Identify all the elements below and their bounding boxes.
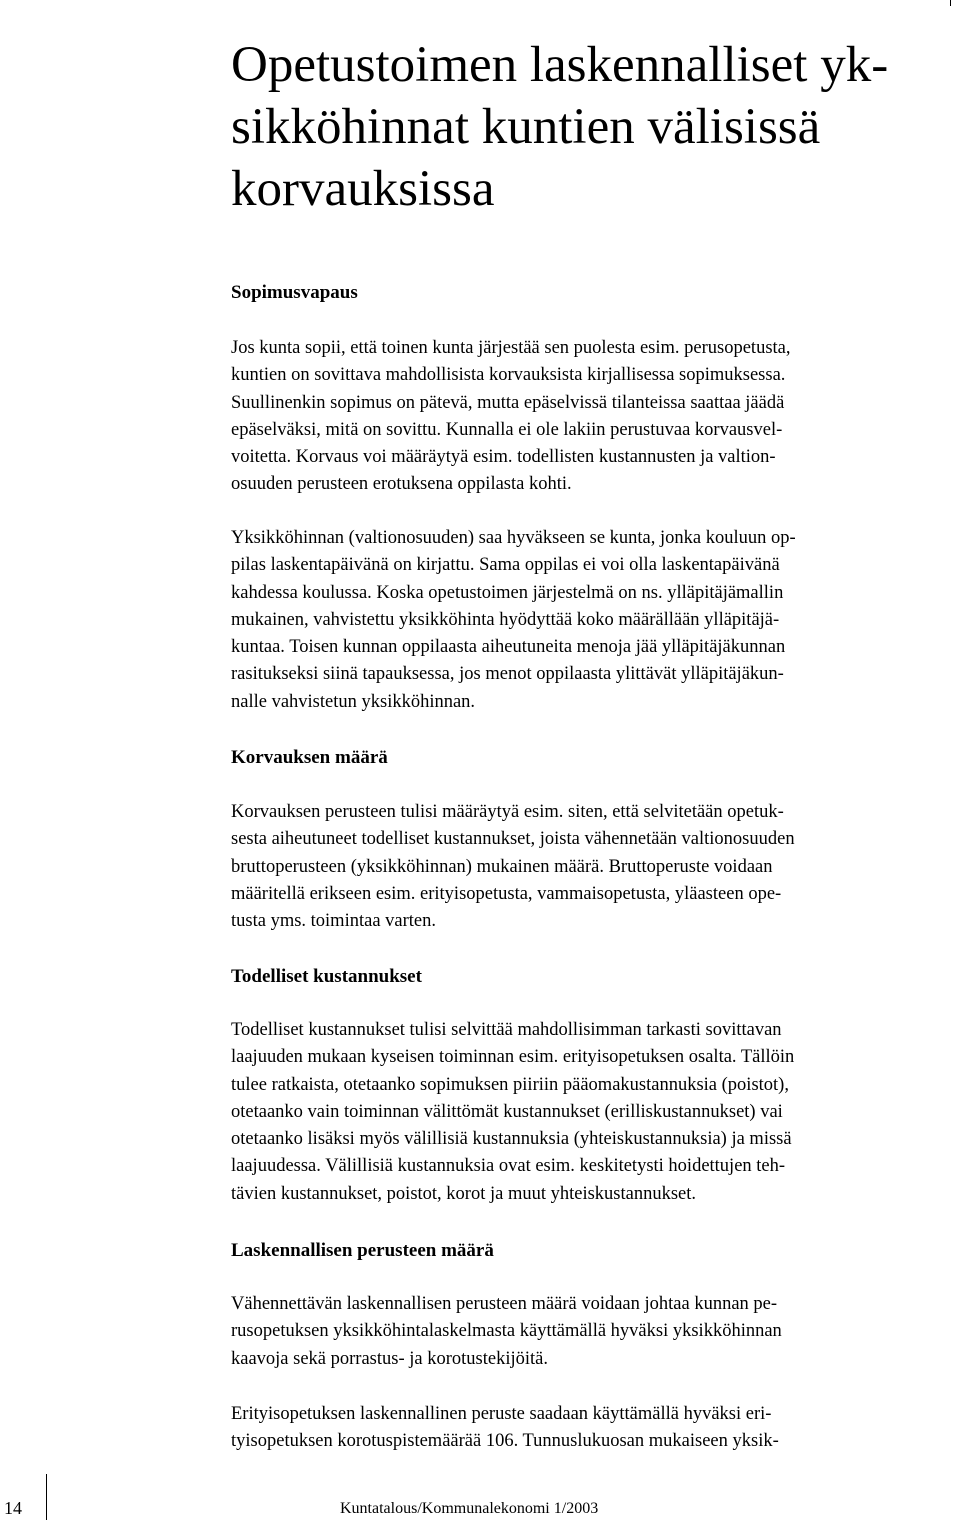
section-heading-todelliset-kustannukset: Todelliset kustannukset xyxy=(231,966,422,987)
text-line: määritellä erikseen esim. erityisopetusta, vammaisopetusta, yläasteen ope- xyxy=(231,883,782,904)
text-line: osuuden perusteen erotuksena oppilasta kohti. xyxy=(231,474,572,495)
paragraph xyxy=(231,1291,782,1373)
text-line: epäselväksi, mitä on sovittu. Kunnalla ei ole lakiin perustuvaa korvausvel- xyxy=(231,419,783,440)
journal-name: Kuntatalous/Kommunalekonomi 1/2003 xyxy=(340,1500,599,1517)
text-line: rasitukseksi siinä tapauksessa, jos menot oppilaasta ylittävät ylläpitäjäkun- xyxy=(231,664,784,685)
paragraph xyxy=(231,1401,779,1456)
text-line: tävien kustannukset, poistot, korot ja muut yhteiskustannukset. xyxy=(231,1183,697,1204)
paragraph xyxy=(231,525,796,716)
text-line: voitetta. Korvaus voi määräytyä esim. todellisten kustannusten ja valtion- xyxy=(231,447,776,468)
corner-crop-mark xyxy=(950,0,951,6)
page-title xyxy=(231,34,951,220)
text-line: rusopetuksen yksikköhintalaskelmasta käyttämällä hyväksi yksikköhinnan xyxy=(231,1321,782,1342)
text-line: mukainen, vahvistettu yksikköhinta hyödyttää koko määrällään ylläpitäjä- xyxy=(231,609,780,630)
text-line: kuntien on sovittava mahdollisista korvauksista kirjallisessa sopimuksessa. xyxy=(231,365,786,386)
text-line: tyisopetuksen korotuspistemäärää 106. Tunnuslukuosan mukaiseen yksik- xyxy=(231,1431,779,1452)
section-heading-korvauksen-maara: Korvauksen määrä xyxy=(231,747,388,768)
text-line: otetaanko lisäksi myös välillisiä kustannuksia (yhteiskustannuksia) ja missä xyxy=(231,1129,792,1150)
title-line: Opetustoimen laskennalliset yk- xyxy=(231,37,889,93)
text-line: Vähennettävän laskennallisen perusteen määrä voidaan johtaa kunnan pe- xyxy=(231,1294,778,1314)
text-line: pilas laskentapäivänä on kirjattu. Sama oppilas ei voi olla laskentapäivänä xyxy=(231,555,780,576)
text-line: laajuuden mukaan kyseisen toiminnan esim. erityisopetuksen osalta. Tällöin xyxy=(231,1047,795,1068)
text-line: Todelliset kustannukset tulisi selvittää mahdollisimman tarkasti sovittavan xyxy=(231,1020,782,1040)
text-line: Jos kunta sopii, että toinen kunta järjestää sen puolesta esim. perusopetusta, xyxy=(231,338,791,358)
title-line: korvauksissa xyxy=(231,161,495,217)
text-line: Korvauksen perusteen tulisi määräytyä esim. siten, että selvitetään opetuk- xyxy=(231,802,784,822)
text-line: nalle vahvistetun yksikköhinnan. xyxy=(231,691,476,712)
text-line: tusta yms. toimintaa varten. xyxy=(231,911,436,932)
text-line: Erityisopetuksen laskennallinen peruste saadaan käyttämällä hyväksi eri- xyxy=(231,1404,772,1424)
text-line: sesta aiheutuneet todelliset kustannukset, joista vähennetään valtionosuuden xyxy=(231,829,795,850)
text-line: Suullinenkin sopimus on pätevä, mutta epäselvissä tilanteissa saattaa jäädä xyxy=(231,392,785,413)
paragraph xyxy=(231,1017,794,1208)
text-line: kuntaa. Toisen kunnan oppilaasta aiheutuneita menoja jää ylläpitäjäkunnan xyxy=(231,637,786,658)
text-line: tulee ratkaista, otetaanko sopimuksen piiriin pääomakustannuksia (poistot), xyxy=(231,1074,789,1095)
text-line: laajuudessa. Välillisiä kustannuksia ovat esim. keskitetysti hoidettujen teh- xyxy=(231,1156,786,1177)
text-line: Yksikköhinnan (valtionosuuden) saa hyväkseen se kunta, jonka kouluun op- xyxy=(231,528,796,548)
text-line: bruttoperusteen (yksikköhinnan) mukainen määrä. Bruttoperuste voidaan xyxy=(231,856,773,877)
text-line: kahdessa koulussa. Koska opetustoimen järjestelmä on ns. ylläpitäjämallin xyxy=(231,582,784,603)
section-heading-laskennallisen-perusteen-maara: Laskennallisen perusteen määrä xyxy=(231,1240,494,1261)
text-line: otetaanko vain toiminnan välittömät kustannukset (erilliskustannukset) vai xyxy=(231,1101,783,1122)
footer-divider xyxy=(46,1474,47,1520)
page-number: 14 xyxy=(4,1498,22,1518)
paragraph xyxy=(231,335,791,499)
text-line: kaavoja sekä porrastus- ja korotustekijöitä. xyxy=(231,1348,548,1369)
title-line: sikköhinnat kuntien välisissä xyxy=(231,99,821,155)
paragraph xyxy=(231,799,795,935)
section-heading-sopimusvapaus: Sopimusvapaus xyxy=(231,282,358,303)
